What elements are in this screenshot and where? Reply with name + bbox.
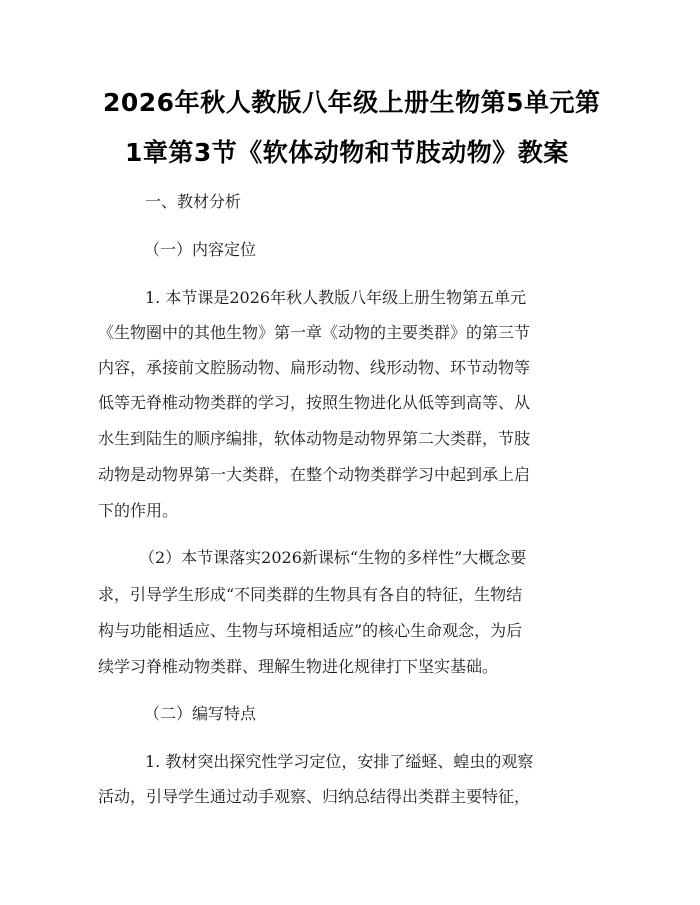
paragraph-1-line: 低等无脊椎动物类群的学习，按照生物进化从低等到高等、从 [98,393,531,412]
paragraph-1-line: 《生物圈中的其他生物》第一章《动物的主要类群》的第三节 [98,323,531,342]
paragraph-2-line: 求，引导学生形成“不同类群的生物具有各自的特征，生物结 [98,585,523,604]
subsection-heading-writing-features: （二）编写特点 [144,704,257,723]
paragraph-2-line: （2）本节课落实2026新课标“生物的多样性”大概念要 [139,548,527,567]
paragraph-3-line: 1. 教材突出探究性学习定位，安排了缢蛏、蝗虫的观察 [145,752,534,771]
paragraph-1-line: 动物是动物界第一大类群，在整个动物类群学习中起到承上启 [98,465,531,484]
section-heading-teaching-material-analysis: 一、教材分析 [145,192,242,211]
document-title-line-1: 2026年秋人教版八年级上册生物第5单元第 [103,88,601,117]
paragraph-1-line: 水生到陆生的顺序编排，软体动物是动物界第二大类群，节肢 [98,429,531,448]
paragraph-1-line: 下的作用。 [98,501,179,520]
document-title-line-2: 1章第3节《软体动物和节肢动物》教案 [125,138,569,167]
paragraph-2-line: 构与功能相适应、生物与环境相适应”的核心生命观念，为后 [98,621,523,640]
subsection-heading-content-positioning: （一）内容定位 [144,240,257,259]
paragraph-3-line: 活动，引导学生通过动手观察、归纳总结得出类群主要特征， [98,787,531,806]
paragraph-2-line: 续学习脊椎动物类群、理解生物进化规律打下坚实基础。 [98,657,499,676]
paragraph-1-line: 内容，承接前文腔肠动物、扁形动物、线形动物、环节动物等 [98,358,531,377]
paragraph-1-line: 1. 本节课是2026年秋人教版八年级上册生物第五单元 [145,288,527,307]
